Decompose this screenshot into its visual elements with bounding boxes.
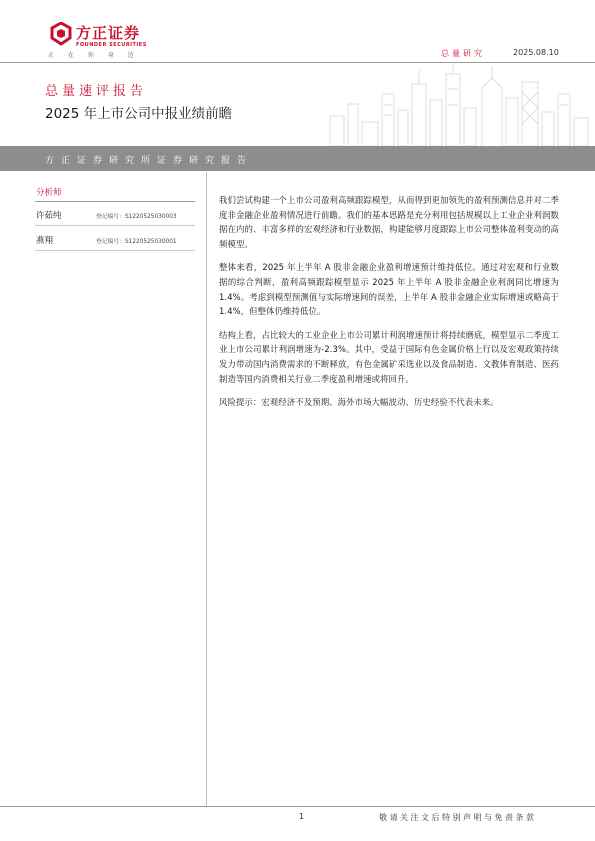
company-slogan: 正 在 你 身 边	[48, 52, 140, 59]
body-paragraph: 我们尝试构建一个上市公司盈利高频跟踪模型，从而得到更加领先的盈利预测信息并对二季度非金融企业盈利情况进行前瞻。我们的基本思路是充分利用包括规模以上工业企业利润数据在内的、丰富多样的宏观经济和行业数据，构建能够月度跟踪上市公司整体盈利变动的高频模型。	[219, 195, 559, 249]
institute-banner-text: 方正证券研究所证券研究报告	[45, 156, 254, 166]
analyst-name: 燕翔	[36, 236, 54, 246]
page-number: 1	[299, 812, 305, 821]
column-divider	[206, 172, 207, 807]
analyst-section-label: 分析师	[36, 188, 62, 198]
logo-mark-icon	[50, 22, 72, 46]
analyst-registration: 登记编号：S1220525030001	[96, 239, 177, 245]
analyst-row-divider	[35, 225, 195, 226]
report-category: 总量研究	[441, 49, 485, 58]
analyst-row-divider	[35, 250, 195, 251]
header-divider	[0, 62, 595, 63]
risk-warning: 风险提示：宏观经济不及预期、海外市场大幅波动、历史经验不代表未来。	[219, 397, 499, 408]
analyst-entry	[35, 227, 195, 251]
report-date: 2025.08.10	[513, 48, 559, 57]
analyst-entry	[35, 202, 195, 226]
report-title: 2025 年上市公司中报业绩前瞻	[45, 106, 233, 122]
body-paragraph: 整体来看，2025 年上半年 A 股非金融企业盈利增速预计维持低位。通过对宏观和行业数据的综合判断，盈利高频跟踪模型显示 2025 年上半年 A 股非金融企业利润同比增速为 1.4%。考虑到模型预测值与实际增速间的误差，上半年 A 股非金融企业实际增速或略高于 1.4%，但整体仍维持低位。	[219, 262, 559, 317]
city-skyline-illustration	[320, 64, 595, 146]
logo-english-name: FOUNDER SECURITIES	[76, 42, 147, 48]
report-type-heading: 总量速评报告	[45, 84, 148, 99]
analyst-registration: 登记编号：S1220525030003	[96, 214, 177, 220]
body-paragraph: 结构上看，占比较大的工业企业上市公司累计利润增速预计将持续磨底，模型显示二季度工业上市公司累计利润增速为-2.3%。其中，受益于国际有色金属价格上行以及宏观政策持续发力带动国内消费需求的不断释放，有色金属矿采选业以及食品制造、文教体育制造、医药制造等国内消费相关行业二季度盈利增速或将回升。	[219, 329, 559, 384]
report-body	[219, 193, 559, 419]
analyst-name: 许茹纯	[36, 211, 62, 221]
logo-chinese-name: 方正证券	[76, 24, 141, 42]
disclaimer-notice: 敬请关注文后特别声明与免责条款	[379, 813, 537, 822]
footer-divider	[0, 806, 595, 807]
